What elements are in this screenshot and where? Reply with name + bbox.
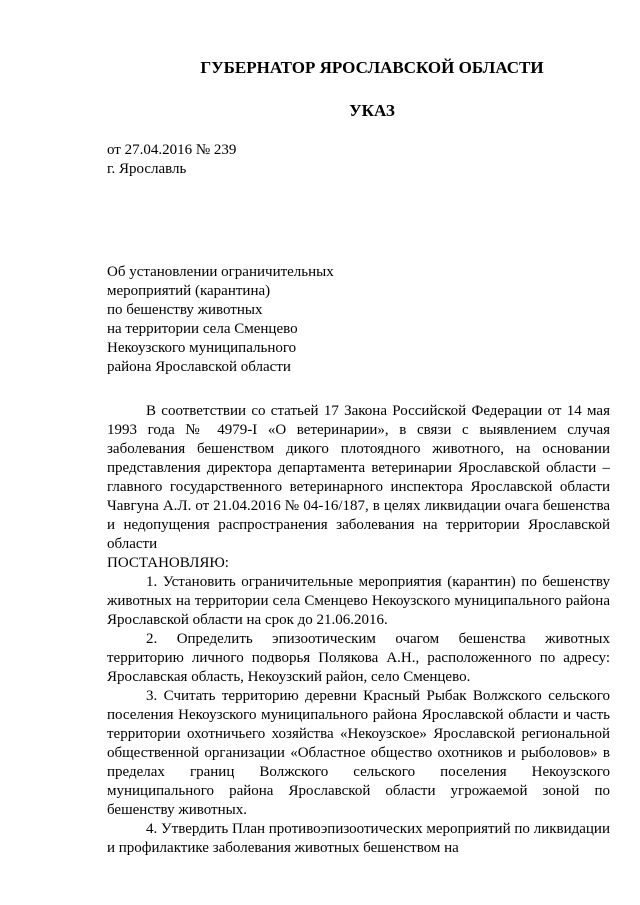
place: г. Ярославль <box>107 161 187 177</box>
subject-line: Некоузского муниципального <box>107 340 297 356</box>
document-type-heading: УКАЗ <box>349 101 395 120</box>
preamble-paragraph: В соответствии со статьей 17 Закона Российской Федерации от 14 мая 1993 года № 4979-I «О ветеринарии», в связи с выявлением случая заболевания бешенством дикого плотоядного животного, на основании представления директора департамента ветеринарии Ярославской области – главного государственного ветеринарного инспектора Ярославской области Чавгуна А.Л. от 21.04.2016 № 04-16/187, в целях ликвидации очага бешенства и недопущения распространения заболевания на территории Ярославской области <box>107 403 610 552</box>
subject-line: на территории села Сменцево <box>107 321 298 337</box>
subject-line: мероприятий (карантина) <box>107 283 271 299</box>
document-subject <box>107 263 407 377</box>
subject-line: района Ярославской области <box>107 359 291 375</box>
issuer-heading: ГУБЕРНАТОР ЯРОСЛАВСКОЙ ОБЛАСТИ <box>200 58 544 77</box>
item-paragraph: 3. Считать территорию деревни Красный Рыбак Волжского сельского поселения Некоузского муниципального района Ярославской области и часть территории охотничьего хозяйства «Некоузское» Ярославской региональной общественной организации «Областное общество охотников и рыболовов» в пределах границ Волжского сельского поселения Некоузского муниципального района Ярославской области угрожаемой зоной по бешенству животных. <box>107 688 610 818</box>
subject-line: по бешенству животных <box>107 302 263 318</box>
document-body <box>107 402 610 858</box>
decree-word: ПОСТАНОВЛЯЮ: <box>107 555 229 571</box>
item-paragraph: 4. Утвердить План противоэпизоотических мероприятий по ликвидации и профилактике заболевания животных бешенством на <box>107 821 610 856</box>
item-paragraph: 2. Определить эпизоотическим очагом бешенства животных территорию личного подворья Полякова А.Н., расположенного по адресу: Ярославская область, Некоузский район, село Сменцево. <box>107 631 610 685</box>
date-number: от 27.04.2016 № 239 <box>107 142 237 158</box>
item-paragraph: 1. Установить ограничительные мероприятия (карантин) по бешенству животных на территории села Сменцево Некоузского муниципального района Ярославской области на срок до 21.06.2016. <box>107 574 610 628</box>
subject-line: Об установлении ограничительных <box>107 264 334 280</box>
document-meta <box>107 141 407 179</box>
